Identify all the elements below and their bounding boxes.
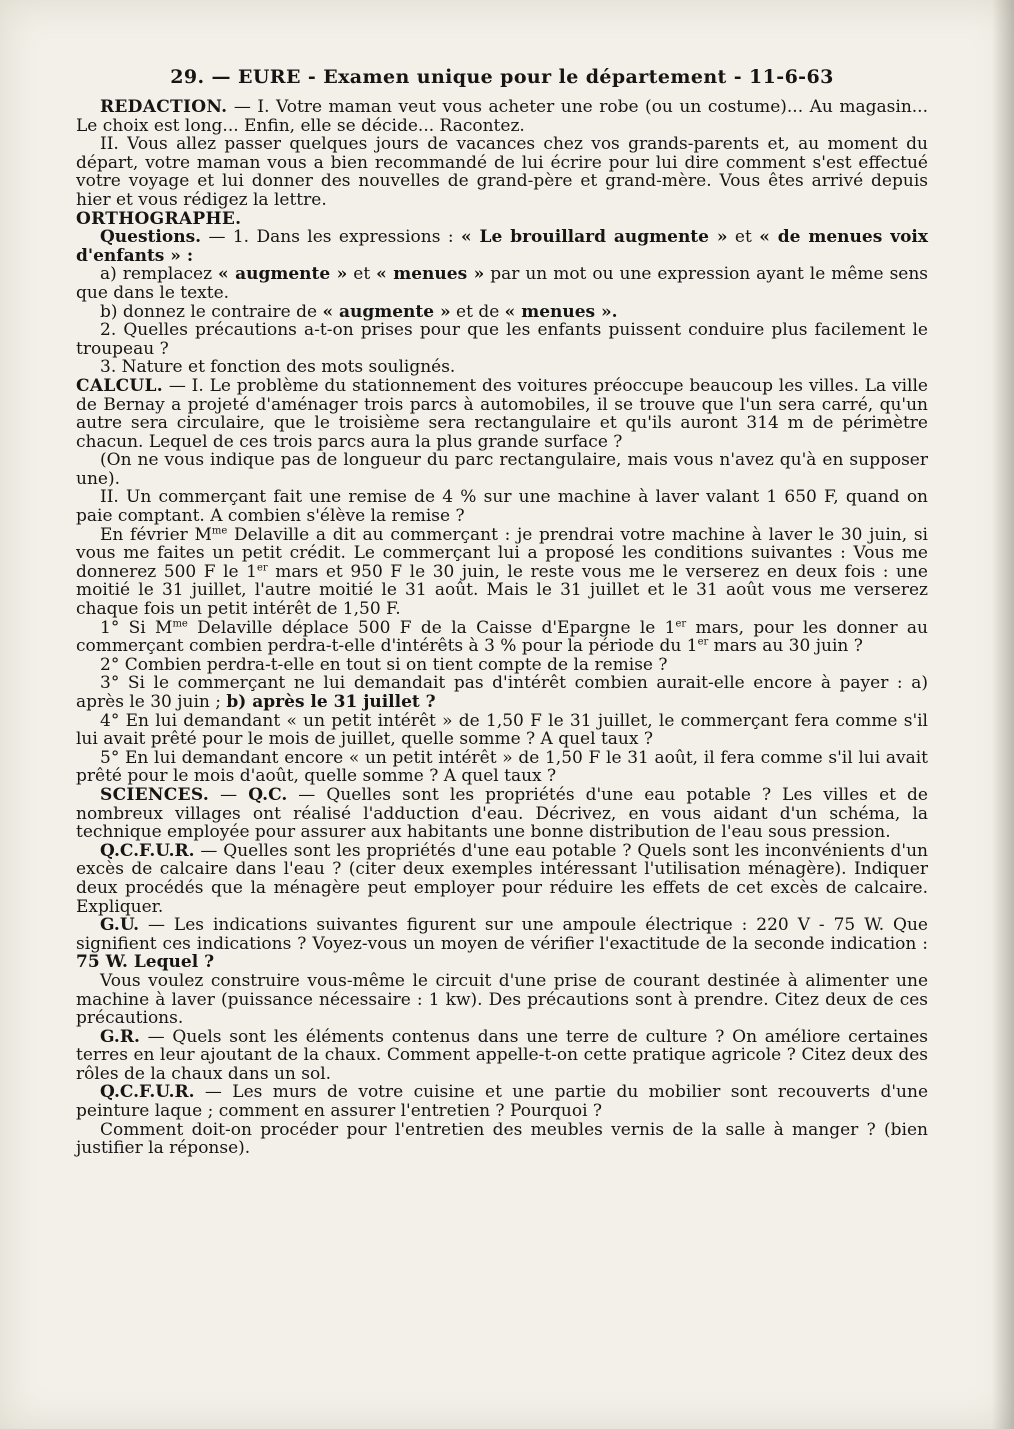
page-header: 29. — EURE - Examen unique pour le département - 11-6-63 bbox=[170, 66, 834, 88]
orthographe-question-1b: b) donnez le contraire de « augmente » et de « menues ». bbox=[100, 301, 618, 322]
sciences-qcfur-1: Q.C.F.U.R. — Quelles sont les propriétés d'une eau potable ? Quels sont les inconvénients d'un excès de calcaire dans l'eau ? (citer deux exemples intéressant l'utilisation ménagère). Indiquer deux procédés que la ménagère peut employer pour réduire les effets de cet excès de calcaire. Expliquer. bbox=[76, 840, 928, 917]
document-body bbox=[76, 64, 928, 1158]
redaction-subject-1: — I. Votre maman veut vous acheter une robe (ou un costume)... Au magasin... Le choix est long... Enfin, elle se décide... Racontez. bbox=[76, 97, 928, 136]
calcul-question-2: 2° Combien perdra-t-elle en tout si on tient compte de la remise ? bbox=[100, 654, 668, 675]
sciences-qc: SCIENCES. — Q.C. — Quelles sont les propriétés d'une eau potable ? Les villes et de nombreux villages ont réalisé l'adduction d'eau. Décrivez, en vous aidant d'un schéma, la technique employée pour assurer aux habitants une bonne distribution de l'eau sous pression. bbox=[76, 784, 928, 843]
redaction-intro bbox=[76, 98, 928, 135]
orthographe-label: ORTHOGRAPHE. bbox=[76, 208, 242, 229]
calcul-label: CALCUL. bbox=[76, 375, 164, 396]
orthographe-question-3: 3. Nature et fonction des mots soulignés. bbox=[100, 357, 456, 378]
sciences-qcfur-2b: Comment doit-on procéder pour l'entretien des meubles vernis de la salle à manger ? (bien justifier la réponse). bbox=[76, 1119, 928, 1159]
orthographe-question-2: 2. Quelles précautions a-t-on prises pour que les enfants puissent conduire plus facilement le troupeau ? bbox=[76, 320, 928, 359]
sciences-label: SCIENCES. bbox=[100, 784, 210, 805]
calcul-question-1: 1° Si $M^{me}$ Delaville déplace 500 F de la Caisse d'Epargne le 1er mars, pour les donner au commerçant combien perdra-t-elle d'intérêts à 3 % pour la période du 1er mars au 30 juin ? bbox=[76, 617, 928, 657]
calcul-problem-1: CALCUL. — I. Le problème du stationnement des voitures préoccupe beaucoup les villes. La ville de Bernay a projeté d'aménager trois parcs à automobiles, il se trouve que l'un sera carré, qu'un autre sera circulaire, que le troisième sera rectangulaire et qu'ils auront 314 m de périmètre chacun. Lequel de ces trois parcs aura la plus grande surface ? bbox=[76, 375, 928, 452]
calcul-note: (On ne vous indique pas de longueur du parc rectangulaire, mais vous n'avez qu'à en supposer une). bbox=[76, 450, 928, 489]
calcul-question-5: 5° En lui demandant encore « un petit intérêt » de 1,50 F le 31 août, il fera comme s'il lui avait prêté pour le mois d'août, quelle somme ? A quel taux ? bbox=[76, 747, 928, 787]
sciences-gr: G.R. — Quels sont les éléments contenus dans une terre de culture ? On améliore certaines terres en leur ajoutant de la chaux. Comment appelle-t-on cette pratique agricole ? Citez deux des rôles de la chaux dans un sol. bbox=[76, 1026, 928, 1084]
redaction-label: REDACTION. bbox=[100, 97, 228, 117]
redaction-subject-2: II. Vous allez passer quelques jours de vacances chez vos grands-parents et, au moment du départ, votre maman vous a bien recommandé de lui écrire pour lui dire comment s'est effectué votre voyage et lui donner des nouvelles de grand-père et grand-mère. Vous êtes arrivé depuis hier et vous rédigez la lettre. bbox=[76, 134, 928, 210]
sciences-qcfur-2: Q.C.F.U.R. — Les murs de votre cuisine et une partie du mobilier sont recouverts d'une peinture laque ; comment en assurer l'entretien ? Pourquoi ? bbox=[76, 1082, 928, 1122]
calcul-question-3: 3° Si le commerçant ne lui demandait pas d'intérêt combien aurait-elle encore à payer : a) après le 30 juin ; b) après le 31 juillet ? bbox=[76, 673, 928, 712]
sciences-gu-2: Vous voulez construire vous-même le circuit d'une prise de courant destinée à alimenter une machine à laver (puissance nécessaire : 1 kw). Des précautions sont à prendre. Citez deux de ces précautions. bbox=[76, 970, 928, 1029]
orthographe-question-1: Questions. — 1. Dans les expressions : « Le brouillard augmente » et « de menues voix d'enfants » : bbox=[76, 227, 929, 266]
orthographe-question-1a: a) remplacez « augmente » et « menues » par un mot ou une expression ayant le même sens que dans le texte. bbox=[76, 264, 929, 303]
sciences-gu: G.U. — Les indications suivantes figurent sur une ampoule électrique : 220 V - 75 W. Que signifient ces indications ? Voyez-vous un moyen de vérifier l'exactitude de la seconde indication : 75 W. Lequel ? bbox=[76, 915, 928, 973]
calcul-problem-2-context: En février $M^{me}$ Delaville a dit au commerçant : je prendrai votre machine à laver le 30 juin, si vous me faites un petit crédit. Le commerçant lui a proposé les conditions suivantes : Vous me donnerez 500 F le 1er mars et 950 F le 30 juin, le reste vous me le verserez en deux fois : une moitié le 31 juillet, l'autre moitié le 31 août. Mais le 31 juillet et le 31 août vous me verserez chaque fois un petit intérêt de 1,50 F. bbox=[76, 524, 928, 620]
page-edge-shadow bbox=[992, 0, 1014, 1429]
calcul-question-4: 4° En lui demandant « un petit intérêt » de 1,50 F le 31 juillet, le commerçant fera comme s'il lui avait prêté pour le mois de juillet, quelle somme ? A quel taux ? bbox=[76, 710, 928, 750]
questions-label: Questions. bbox=[100, 227, 202, 248]
calcul-problem-2: II. Un commerçant fait une remise de 4 % sur une machine à laver valant 1 650 F, quand on paie comptant. A combien s'élève la remise ? bbox=[76, 487, 928, 527]
